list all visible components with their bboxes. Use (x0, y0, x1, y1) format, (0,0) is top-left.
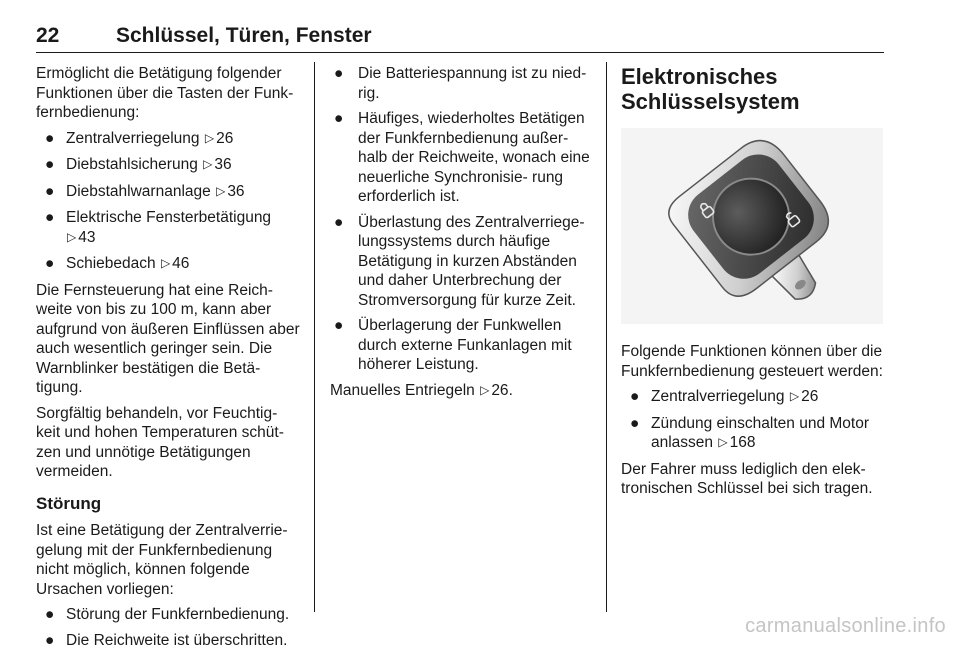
list-item: ● Diebstahlwarnanlage ▷ 36 (45, 182, 245, 200)
section-title: Elektronisches Schlüsselsystem (621, 64, 800, 114)
page-reference-link[interactable]: ▷ 26 (204, 129, 234, 147)
bullet-icon: ● (630, 388, 640, 405)
page-reference-link[interactable]: ▷ 168 (718, 434, 756, 451)
intro-paragraph: Ermöglicht die Betätigung folgender Funktionen über die Tasten der Funk- fernbedienung: (36, 65, 294, 121)
manual-unlock-reference: Manuelles Entriegeln ▷ 26. (330, 381, 513, 399)
list-item: ● Zündung einschalten und Motor anlassen ▷ 168 (630, 414, 870, 451)
page-reference-link[interactable]: ▷ 36 (216, 182, 245, 200)
bullet-icon: ● (45, 209, 55, 226)
bullet-icon: ● (45, 156, 55, 173)
column-middle (330, 64, 592, 407)
page-arrow-icon: ▷ (203, 157, 213, 171)
column-divider-right (606, 62, 607, 612)
list-item: ● Die Reichweite ist überschritten. (45, 631, 288, 649)
bullet-icon: ● (45, 129, 55, 147)
care-paragraph: Sorgfältig behandeln, vor Feuchtig- keit und hohen Temperaturen schüt- zen und unnötige Betätigungen vermeiden. (36, 404, 284, 480)
page-arrow-icon: ▷ (67, 229, 77, 244)
function-list (621, 387, 887, 454)
bullet-icon: ● (334, 65, 344, 82)
list-item: ● Schiebedach ▷ 46 (45, 255, 190, 272)
chapter-title: Schlüssel, Türen, Fenster (116, 24, 372, 47)
page-reference-link[interactable]: ▷ 26 (789, 388, 819, 405)
page-reference-link[interactable]: ▷ 46 (160, 255, 190, 272)
cause-list-continued (330, 64, 592, 375)
page-header (36, 22, 884, 53)
column-divider-left (314, 62, 315, 612)
list-item: ● Störung der Funkfernbedienung. (45, 606, 290, 623)
page-number: 22 (36, 24, 60, 47)
intro-paragraph: Folgende Funktionen können über die Funkfernbedienung gesteuert werden: (621, 343, 883, 380)
bullet-icon: ● (45, 182, 55, 200)
bullet-icon: ● (45, 606, 55, 623)
closing-paragraph: Der Fahrer muss lediglich den elek- tronischen Schlüssel bei sich tragen. (621, 460, 873, 497)
column-right (621, 64, 887, 505)
range-paragraph: Die Fernsteuerung hat eine Reich- weite von bis zu 100 m, kann aber aufgrund von äußeren Einflüssen aber auch wesentlich geringer sein. Die Warnblinker bestätigen die Betä- tigung. (36, 281, 300, 396)
bullet-icon: ● (334, 110, 344, 127)
bullet-icon: ● (45, 631, 55, 649)
page-reference-link[interactable]: ▷ 43 (67, 228, 96, 246)
key-fob-illustration (621, 128, 883, 324)
watermark: carmanualsonline.info (745, 615, 946, 637)
column-left (36, 64, 302, 656)
list-item: ● Zentralverriegelung ▷ 26 (45, 129, 234, 147)
list-item: ● Diebstahlsicherung ▷ 36 (45, 156, 232, 173)
page-arrow-icon: ▷ (216, 183, 226, 198)
list-item: ● Überlastung des Zentralverriege- lungssystems durch häufige Betätigung in kurzen Abständen und daher Unterbrechung der Stromversorgung für kurze Zeit. (334, 213, 585, 309)
fault-heading: Störung (36, 493, 102, 513)
bullet-icon: ● (334, 213, 344, 231)
list-item: ● Elektrische Fensterbetätigung ▷ 43 (45, 209, 272, 246)
page-arrow-icon: ▷ (789, 389, 800, 403)
bullet-icon: ● (334, 317, 344, 334)
page-arrow-icon: ▷ (204, 130, 215, 145)
function-list (36, 129, 302, 275)
list-item: ● Überlagerung der Funkwellen durch externe Funkanlagen mit höherer Leistung. (334, 317, 572, 373)
page-reference-link[interactable]: ▷ 26 (480, 381, 509, 399)
list-item: ● Zentralverriegelung ▷ 26 (630, 388, 819, 405)
list-item: ● Die Batteriespannung ist zu nied- rig. (334, 65, 587, 102)
page-arrow-icon: ▷ (718, 435, 728, 449)
page-arrow-icon: ▷ (480, 382, 490, 397)
fault-intro-paragraph: Ist eine Betätigung der Zentralverrie- gelung mit der Funkfernbedienung nicht möglich, können folgende Ursachen vorliegen: (36, 522, 288, 598)
list-item: ● Häufiges, wiederholtes Betätigen der Funkfernbedienung außer- halb der Reichweite, wonach eine neuerliche Synchronisie- rung erforderlich ist. (334, 110, 590, 205)
page-arrow-icon: ▷ (160, 256, 171, 270)
key-fob-icon (621, 128, 883, 324)
cause-list (36, 605, 302, 650)
page-reference-link[interactable]: ▷ 36 (203, 156, 232, 173)
bullet-icon: ● (45, 255, 55, 272)
bullet-icon: ● (630, 414, 640, 432)
